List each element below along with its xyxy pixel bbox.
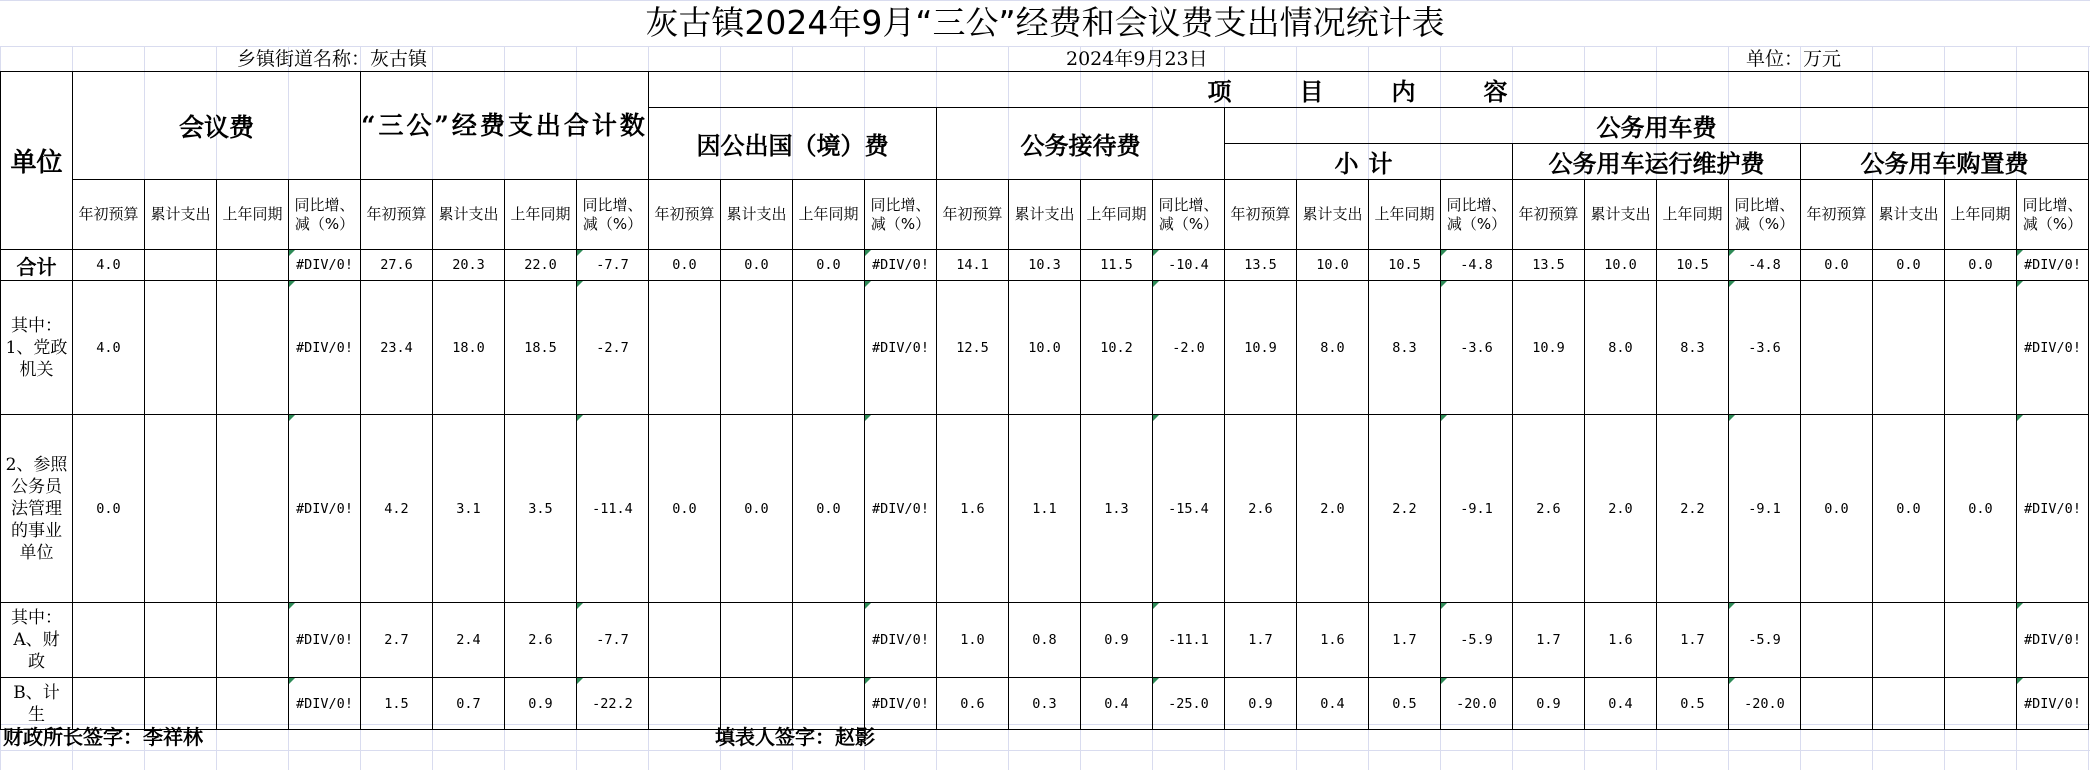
data-cell[interactable]: 0.7 (433, 678, 505, 730)
data-cell[interactable]: 10.0 (1585, 250, 1657, 281)
data-cell[interactable]: -25.0 (1153, 678, 1225, 730)
filler-signature: 填表人签字：赵影 (715, 725, 875, 749)
car-maintenance-header: 公务用车运行维护费 (1513, 144, 1801, 180)
data-cell[interactable]: #DIV/0! (865, 415, 937, 603)
data-cell[interactable]: 0.0 (649, 415, 721, 603)
subheader-spent: 累计支出 (433, 180, 505, 250)
data-cell[interactable]: #DIV/0! (2017, 678, 2089, 730)
data-cell[interactable]: 0.4 (1081, 678, 1153, 730)
data-cell[interactable]: 0.0 (793, 415, 865, 603)
data-cell[interactable] (649, 678, 721, 730)
data-cell[interactable] (721, 678, 793, 730)
data-cell[interactable]: 0.0 (1873, 250, 1945, 281)
data-cell[interactable]: 10.0 (1297, 250, 1369, 281)
subheader-last-year: 上年同期 (1081, 180, 1153, 250)
data-cell[interactable]: 2.6 (1513, 415, 1585, 603)
subheader-spent: 累计支出 (145, 180, 217, 250)
data-cell[interactable]: 0.9 (1225, 678, 1297, 730)
abroad-fee-header: 因公出国（境）费 (649, 108, 937, 180)
subheader-budget: 年初预算 (649, 180, 721, 250)
data-cell[interactable]: 0.0 (721, 415, 793, 603)
reception-fee-header: 公务接待费 (937, 108, 1225, 180)
data-cell[interactable]: #DIV/0! (865, 250, 937, 281)
data-cell[interactable] (217, 250, 289, 281)
data-cell[interactable]: 0.0 (1945, 250, 2017, 281)
data-cell[interactable] (145, 415, 217, 603)
data-cell[interactable]: 27.6 (361, 250, 433, 281)
data-cell[interactable]: 4.0 (73, 250, 145, 281)
subheader-yoy-change: 同比增、减（%） (1729, 180, 1801, 250)
data-cell[interactable]: 8.3 (1657, 281, 1729, 415)
data-cell[interactable]: 2.0 (1297, 415, 1369, 603)
data-cell[interactable]: #DIV/0! (289, 415, 361, 603)
data-cell[interactable] (145, 678, 217, 730)
data-cell[interactable] (217, 281, 289, 415)
data-cell[interactable]: 10.2 (1081, 281, 1153, 415)
data-cell[interactable] (649, 603, 721, 678)
data-cell[interactable]: -7.7 (577, 250, 649, 281)
data-cell[interactable]: -20.0 (1441, 678, 1513, 730)
data-cell[interactable]: 4.2 (361, 415, 433, 603)
data-cell[interactable]: #DIV/0! (865, 678, 937, 730)
data-cell[interactable]: 2.2 (1369, 415, 1441, 603)
subheader-yoy-change: 同比增、减（%） (1153, 180, 1225, 250)
data-cell[interactable] (649, 281, 721, 415)
unit-label: 单位：万元 (1746, 48, 1842, 70)
data-cell[interactable] (217, 415, 289, 603)
data-cell[interactable]: 10.9 (1225, 281, 1297, 415)
data-cell[interactable]: 14.1 (937, 250, 1009, 281)
data-cell[interactable]: 1.7 (1225, 603, 1297, 678)
subheader-budget: 年初预算 (1513, 180, 1585, 250)
row-label: 2、参照公务员法管理的事业单位 (1, 415, 73, 603)
subheader-last-year: 上年同期 (217, 180, 289, 250)
report-date: 2024年9月23日 (1066, 48, 1208, 70)
data-cell[interactable]: -22.2 (577, 678, 649, 730)
data-cell[interactable]: #DIV/0! (289, 678, 361, 730)
data-cell[interactable]: 0.0 (649, 250, 721, 281)
data-cell[interactable]: 0.4 (1585, 678, 1657, 730)
data-cell[interactable] (1801, 603, 1873, 678)
data-cell[interactable]: 18.0 (433, 281, 505, 415)
data-cell[interactable]: -15.4 (1153, 415, 1225, 603)
data-cell[interactable] (1801, 281, 1873, 415)
data-cell[interactable]: 1.6 (1297, 603, 1369, 678)
car-subtotal-header: 小计 (1225, 144, 1513, 180)
subheader-spent: 累计支出 (1297, 180, 1369, 250)
car-fee-header: 公务用车费 (1225, 108, 2089, 144)
subheader-budget: 年初预算 (1225, 180, 1297, 250)
data-cell[interactable]: #DIV/0! (2017, 281, 2089, 415)
row-label: B、计生 (1, 678, 73, 730)
data-cell[interactable]: 0.0 (793, 250, 865, 281)
data-cell[interactable]: -2.7 (577, 281, 649, 415)
data-cell[interactable]: -3.6 (1441, 281, 1513, 415)
data-cell[interactable]: 1.7 (1369, 603, 1441, 678)
data-cell[interactable] (217, 678, 289, 730)
data-cell[interactable] (793, 678, 865, 730)
data-cell[interactable]: 23.4 (361, 281, 433, 415)
data-cell[interactable]: 18.5 (505, 281, 577, 415)
subheader-spent: 累计支出 (1009, 180, 1081, 250)
data-cell[interactable]: 1.3 (1081, 415, 1153, 603)
subheader-budget: 年初预算 (937, 180, 1009, 250)
data-cell[interactable] (145, 281, 217, 415)
data-cell[interactable]: 1.6 (937, 415, 1009, 603)
subheader-yoy-change: 同比增、减（%） (577, 180, 649, 250)
data-cell[interactable]: -20.0 (1729, 678, 1801, 730)
data-cell[interactable]: 4.0 (73, 281, 145, 415)
data-cell[interactable]: -3.6 (1729, 281, 1801, 415)
data-cell[interactable]: 0.6 (937, 678, 1009, 730)
data-cell[interactable] (1945, 281, 2017, 415)
data-cell[interactable]: 0.9 (1081, 603, 1153, 678)
data-cell[interactable]: -11.1 (1153, 603, 1225, 678)
data-cell[interactable]: -5.9 (1441, 603, 1513, 678)
subheader-last-year: 上年同期 (505, 180, 577, 250)
data-cell[interactable]: 0.0 (721, 250, 793, 281)
data-cell[interactable]: 2.6 (505, 603, 577, 678)
data-cell[interactable]: 10.3 (1009, 250, 1081, 281)
data-cell[interactable] (73, 603, 145, 678)
row-label: 其中：1、党政机关 (1, 281, 73, 415)
subheader-yoy-change: 同比增、减（%） (2017, 180, 2089, 250)
meeting-fee-header: 会议费 (73, 72, 361, 180)
finance-head-signature: 财政所长签字：李祥林 (3, 725, 203, 749)
data-cell[interactable]: 8.3 (1369, 281, 1441, 415)
data-cell[interactable]: #DIV/0! (2017, 415, 2089, 603)
data-cell[interactable]: -10.4 (1153, 250, 1225, 281)
data-cell[interactable]: #DIV/0! (289, 281, 361, 415)
data-cell[interactable] (793, 603, 865, 678)
data-cell[interactable]: #DIV/0! (865, 603, 937, 678)
data-cell[interactable]: 0.0 (1801, 250, 1873, 281)
subheader-budget: 年初预算 (361, 180, 433, 250)
subheader-last-year: 上年同期 (1945, 180, 2017, 250)
data-cell[interactable] (793, 281, 865, 415)
data-cell[interactable]: #DIV/0! (289, 603, 361, 678)
data-cell[interactable]: 8.0 (1297, 281, 1369, 415)
subheader-spent: 累计支出 (721, 180, 793, 250)
data-cell[interactable]: -4.8 (1729, 250, 1801, 281)
subheader-last-year: 上年同期 (1657, 180, 1729, 250)
data-cell[interactable]: 10.0 (1009, 281, 1081, 415)
data-cell[interactable]: 1.5 (361, 678, 433, 730)
data-cell[interactable]: 2.0 (1585, 415, 1657, 603)
subheader-last-year: 上年同期 (1369, 180, 1441, 250)
data-cell[interactable]: 10.5 (1657, 250, 1729, 281)
data-cell[interactable]: 0.0 (73, 415, 145, 603)
expense-table (0, 71, 2089, 730)
data-cell[interactable]: 0.0 (1873, 415, 1945, 603)
data-cell[interactable]: -5.9 (1729, 603, 1801, 678)
sheet-title: 灰古镇2024年9月“三公”经费和会议费支出情况统计表 (645, 3, 1445, 42)
data-cell[interactable]: #DIV/0! (289, 250, 361, 281)
data-cell[interactable]: #DIV/0! (2017, 603, 2089, 678)
project-content-header: 项 目 内 容 (649, 72, 2089, 108)
data-cell[interactable] (721, 281, 793, 415)
data-cell[interactable]: 1.7 (1513, 603, 1585, 678)
data-cell[interactable]: -9.1 (1729, 415, 1801, 603)
data-cell[interactable]: #DIV/0! (2017, 250, 2089, 281)
data-cell[interactable]: 1.6 (1585, 603, 1657, 678)
data-cell[interactable]: 0.0 (1801, 415, 1873, 603)
data-cell[interactable]: -9.1 (1441, 415, 1513, 603)
data-cell[interactable]: 11.5 (1081, 250, 1153, 281)
data-cell[interactable]: 3.1 (433, 415, 505, 603)
data-cell[interactable]: 0.8 (1009, 603, 1081, 678)
subheader-spent: 累计支出 (1873, 180, 1945, 250)
row-label: 其中：A、财政 (1, 603, 73, 678)
data-cell[interactable]: 10.9 (1513, 281, 1585, 415)
data-cell[interactable]: 22.0 (505, 250, 577, 281)
data-cell[interactable]: 2.7 (361, 603, 433, 678)
data-cell[interactable]: -4.8 (1441, 250, 1513, 281)
data-cell[interactable]: -2.0 (1153, 281, 1225, 415)
subheader-yoy-change: 同比增、减（%） (865, 180, 937, 250)
data-cell[interactable] (73, 678, 145, 730)
data-cell[interactable]: 0.4 (1297, 678, 1369, 730)
subheader-budget: 年初预算 (73, 180, 145, 250)
data-cell[interactable] (1873, 678, 1945, 730)
data-cell[interactable]: 2.4 (433, 603, 505, 678)
unit-column-header: 单位 (1, 72, 73, 250)
data-cell[interactable] (721, 603, 793, 678)
data-cell[interactable]: 2.2 (1657, 415, 1729, 603)
data-cell[interactable]: 8.0 (1585, 281, 1657, 415)
data-cell[interactable]: 10.5 (1369, 250, 1441, 281)
data-cell[interactable] (1945, 678, 2017, 730)
data-cell[interactable]: #DIV/0! (865, 281, 937, 415)
town-name-label: 乡镇街道名称：灰古镇 (237, 48, 428, 70)
data-cell[interactable]: 20.3 (433, 250, 505, 281)
data-cell[interactable]: 0.9 (505, 678, 577, 730)
data-cell[interactable]: 1.7 (1657, 603, 1729, 678)
data-cell[interactable]: 13.5 (1513, 250, 1585, 281)
data-cell[interactable]: 0.5 (1657, 678, 1729, 730)
subheader-budget: 年初预算 (1801, 180, 1873, 250)
data-cell[interactable]: 1.0 (937, 603, 1009, 678)
data-cell[interactable]: 0.9 (1513, 678, 1585, 730)
data-cell[interactable] (1873, 603, 1945, 678)
data-cell[interactable]: 1.1 (1009, 415, 1081, 603)
data-cell[interactable]: 0.5 (1369, 678, 1441, 730)
subheader-spent: 累计支出 (1585, 180, 1657, 250)
data-cell[interactable] (1801, 678, 1873, 730)
data-cell[interactable]: 0.0 (1945, 415, 2017, 603)
data-cell[interactable]: -11.4 (577, 415, 649, 603)
data-cell[interactable]: 0.3 (1009, 678, 1081, 730)
data-cell[interactable] (145, 603, 217, 678)
subheader-yoy-change: 同比增、减（%） (289, 180, 361, 250)
data-cell[interactable] (145, 250, 217, 281)
data-cell[interactable] (1945, 603, 2017, 678)
data-cell[interactable] (217, 603, 289, 678)
sangong-total-header: “三公”经费支出合计数 (361, 72, 649, 180)
subheader-yoy-change: 同比增、减（%） (1441, 180, 1513, 250)
data-cell[interactable]: 13.5 (1225, 250, 1297, 281)
row-label: 合计 (1, 250, 73, 281)
data-cell[interactable] (1873, 281, 1945, 415)
car-purchase-header: 公务用车购置费 (1801, 144, 2089, 180)
data-cell[interactable]: 3.5 (505, 415, 577, 603)
data-cell[interactable]: -7.7 (577, 603, 649, 678)
subheader-last-year: 上年同期 (793, 180, 865, 250)
data-cell[interactable]: 12.5 (937, 281, 1009, 415)
data-cell[interactable]: 2.6 (1225, 415, 1297, 603)
